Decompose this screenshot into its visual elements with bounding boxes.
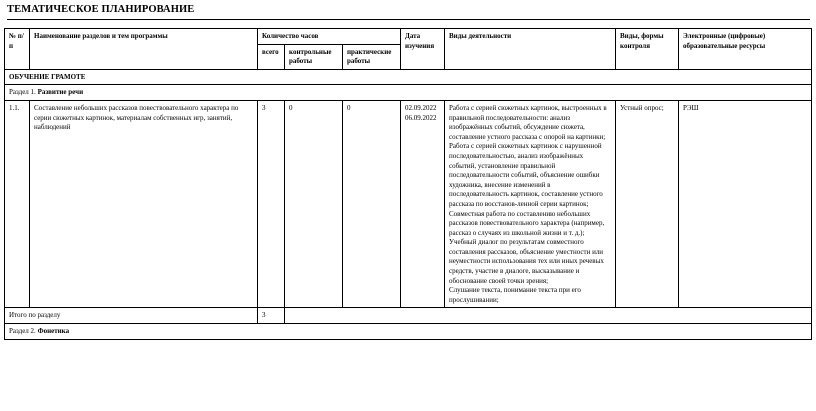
subtotal-empty [285,308,812,324]
section-row [5,69,812,85]
row-control: 0 [285,100,343,307]
activity-item: Слушание текста, понимание текста при его прослушивании; [449,286,581,304]
header-row [5,29,812,45]
part-1-cell [5,85,812,101]
activity-item: Работа с серией сюжетных картинок, выстроенных в правильной последовательности: анализ изображённых событий, обсуждение сюжета, составление устного рассказа с опорой на картинки; [449,103,607,141]
row-num: 1.1. [5,100,30,307]
activity-item: Работа с серией сюжетных картинок с нарушенной последовательностью, анализ изображённых событий, установление правильной последовательности событий, объяснение ошибки художника, внесение изменений в последовательность картинок, составление устного рассказа по восстанов-ленной серии картинок; [449,142,603,208]
header-practical: практические работы [343,44,401,69]
part-row-1 [5,85,812,101]
part-row-2 [5,324,812,340]
row-control-form: Устный опрос; [616,100,679,307]
activity-item: Учебный диалог по результатам совместного составления рассказов, объяснение уместности или неуместности использования тех или иных речевых средств, участие в диалоге, высказывание и обоснование своей точки зрения; [449,238,604,285]
header-activities: Виды деятельности [445,29,616,70]
header-hours: Количество часов [258,29,401,45]
part-1-prefix: Раздел 1. [9,88,36,97]
header-control-forms: Виды, формы контроля [616,29,679,70]
row-resource: РЭШ [679,100,812,307]
row-date [401,100,445,307]
activity-item: Совместная работа по составлению небольших рассказов повествовательного характера (например, рассказ о случаях из школьной жизни и т. д.); [449,209,605,237]
header-num: № п/п [5,29,30,70]
part-2-cell [5,324,812,340]
part-2-name: Фонетика [37,327,70,336]
header-total: всего [258,44,285,69]
title-divider [7,19,810,20]
subtotal-label: Итого по разделу [5,308,258,324]
row-activities [445,100,616,307]
subtotal-row [5,308,812,324]
document-title: ТЕМАТИЧЕСКОЕ ПЛАНИРОВАНИЕ [7,4,195,15]
row-practical: 0 [343,100,401,307]
subtotal-value: 3 [258,308,285,324]
header-control: контрольные работы [285,44,343,69]
row-total: 3 [258,100,285,307]
row-name: Составление небольших рассказов повествовательного характера по серии сюжетных картинок, материалам собственных игр, занятий, наблюдений [30,100,258,307]
header-date: Дата изучения [401,29,445,70]
section-title: ОБУЧЕНИЕ ГРАМОТЕ [5,69,812,85]
row-date-end: 06.09.2022 [405,113,437,122]
table-row [5,100,812,307]
row-date-start: 02.09.2022 [405,103,437,112]
header-resources: Электронные (цифровые) образовательные ресурсы [679,29,812,70]
part-2-prefix: Раздел 2. [9,327,36,336]
part-1-name: Развитие речи [37,88,84,97]
planning-table [4,28,812,340]
header-name: Наименование разделов и тем программы [30,29,258,70]
